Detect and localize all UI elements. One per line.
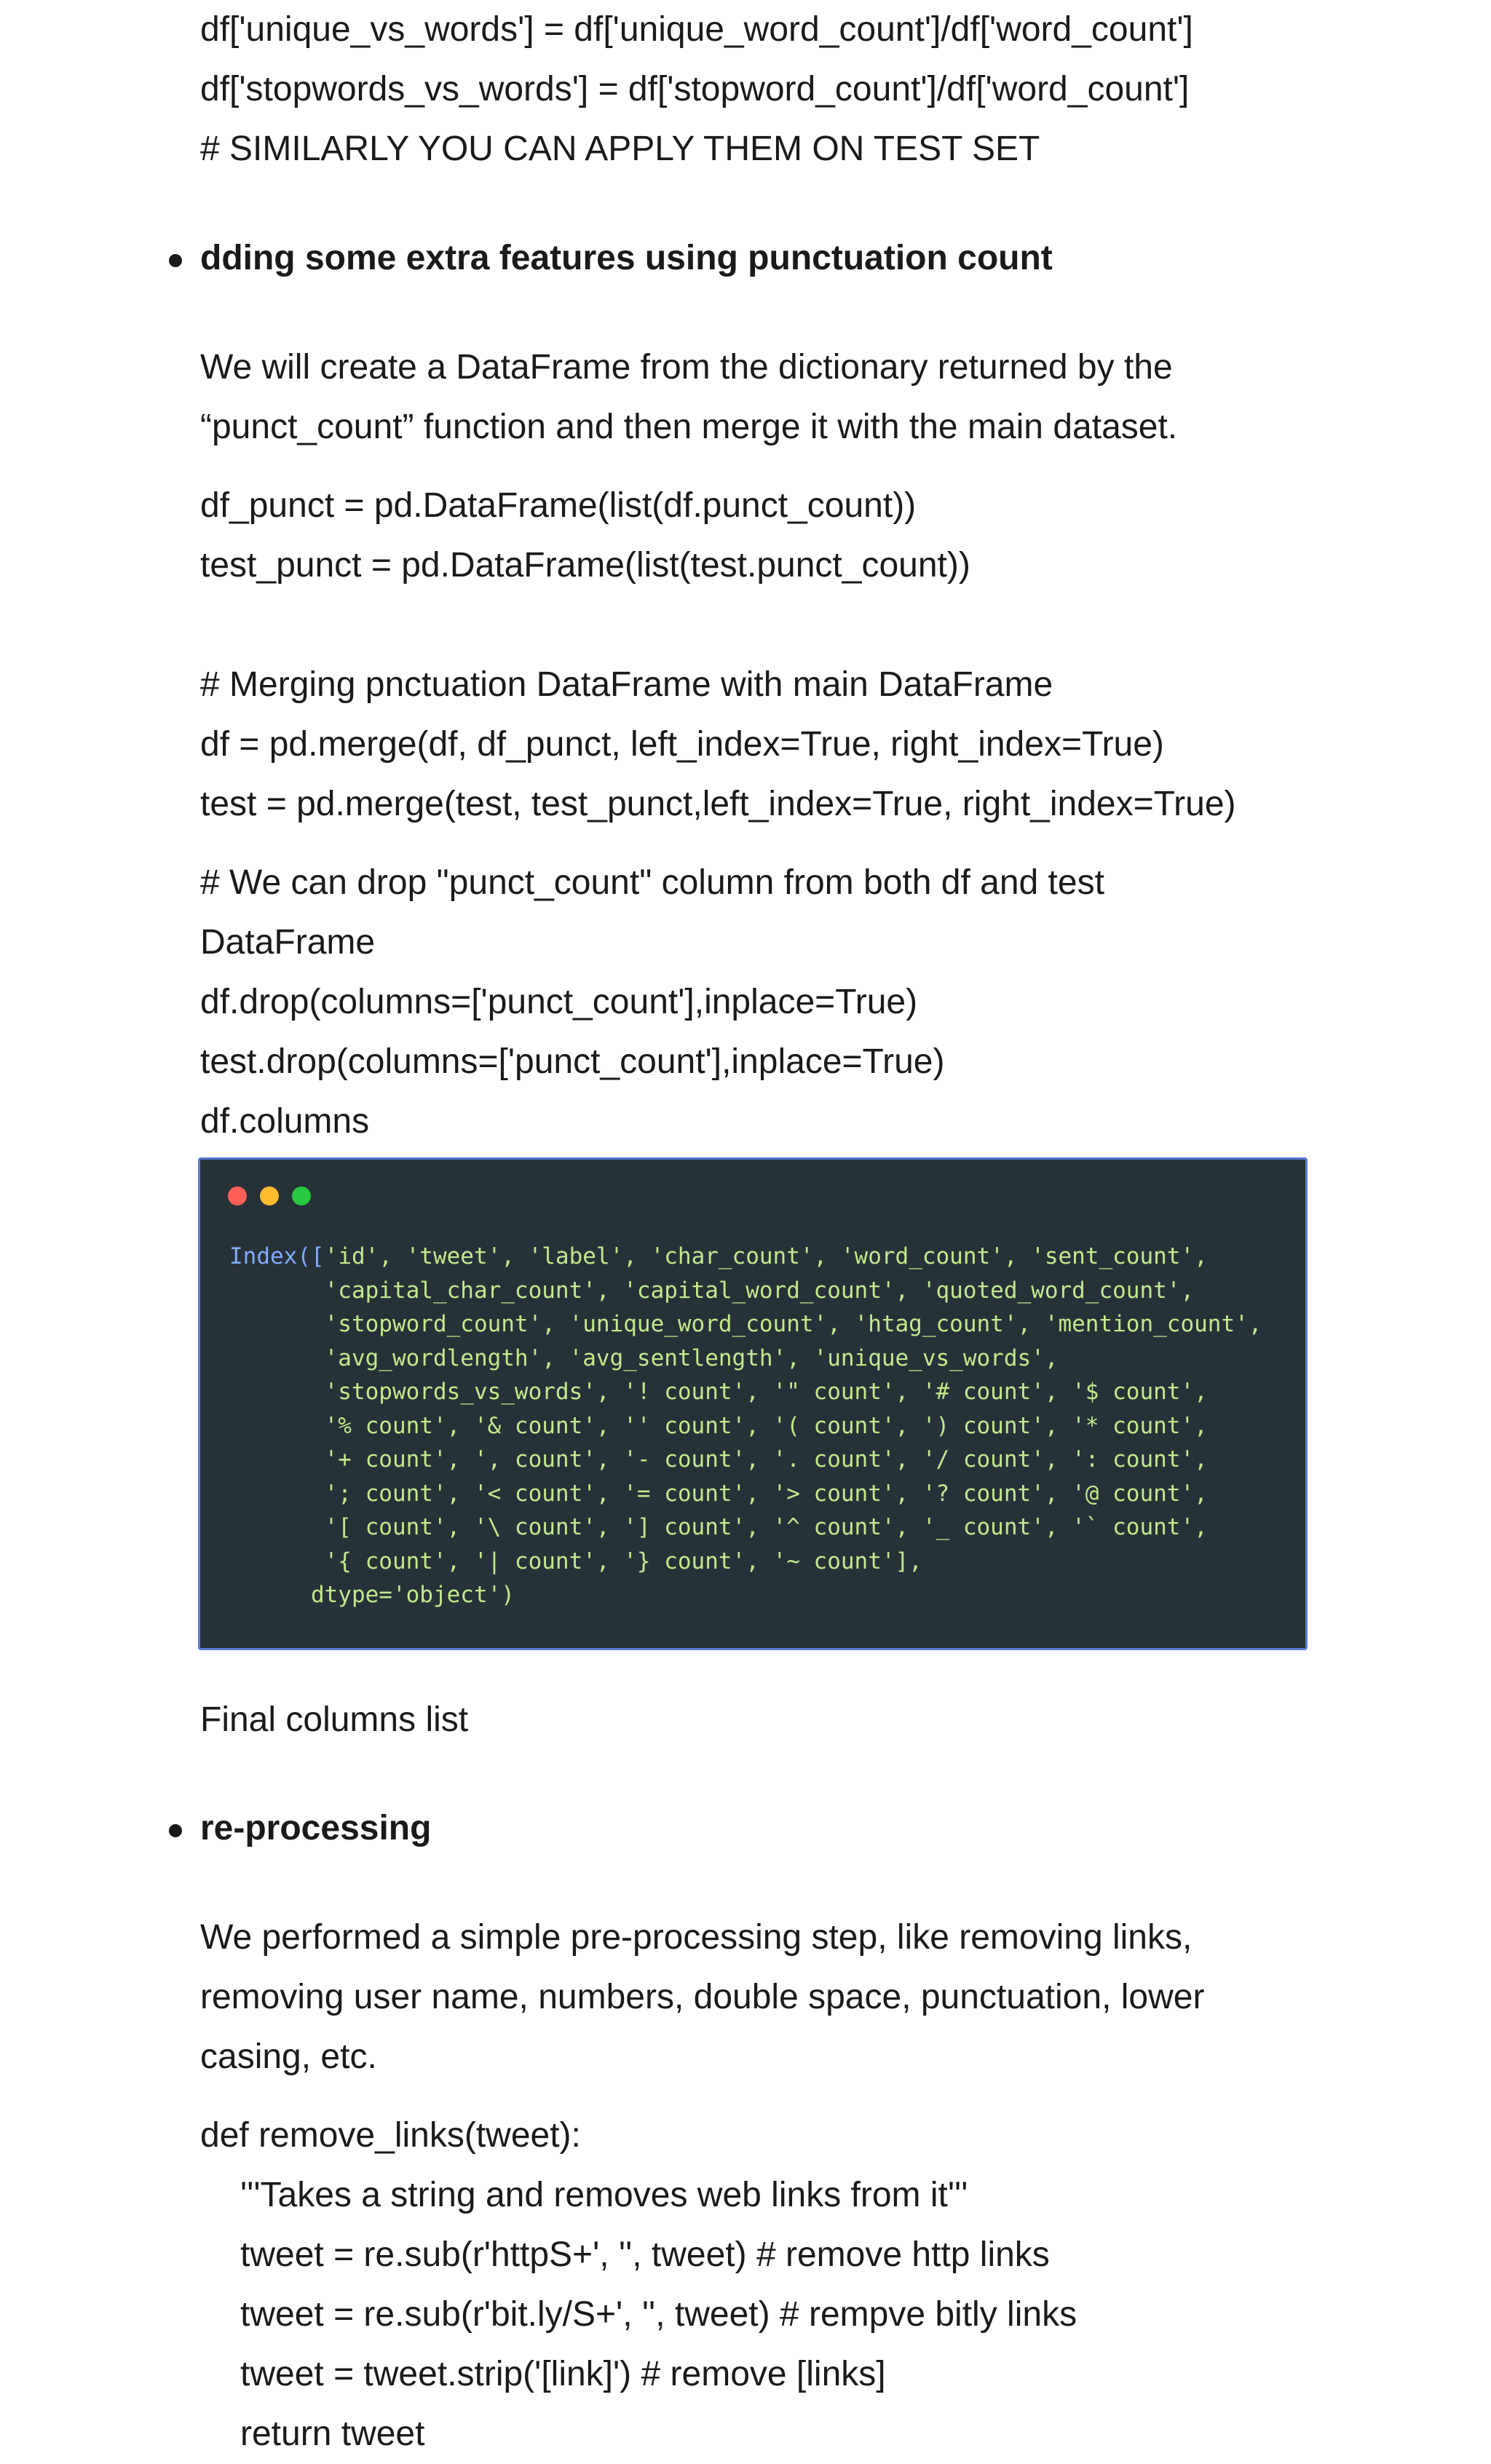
code-line: df['stopwords_vs_words'] = df['stopword_count']/df['word_count']	[200, 70, 1190, 108]
section-heading: re-processing	[200, 1809, 432, 1847]
code-line: def remove_links(tweet):	[200, 2116, 581, 2155]
code-line: tweet = re.sub(r'bit.ly/S+', '', tweet) # rempve bitly links	[240, 2295, 1077, 2334]
code-text: '+ count', ', count', '- count', '. count', '/ count', ': count',	[229, 1446, 1208, 1473]
code-line: test = pd.merge(test, test_punct,left_index=True, right_index=True)	[200, 785, 1236, 823]
window-minimize-dot-icon	[260, 1187, 279, 1205]
paragraph-line: We performed a simple pre-processing step, like removing links,	[200, 1918, 1193, 1957]
code-output-line	[229, 1548, 922, 1574]
code-comment: # Merging pnctuation DataFrame with main DataFrame	[200, 665, 1053, 704]
code-line: return tweet	[240, 2415, 425, 2453]
code-text: '% count', '& count', '' count', '( count', ') count', '* count',	[229, 1412, 1208, 1439]
code-line: tweet = re.sub(r'httpS+', '', tweet) # remove http links	[240, 2235, 1050, 2274]
code-text: 'avg_wordlength', 'avg_sentlength', 'unique_vs_words',	[229, 1344, 1059, 1371]
code-comment: DataFrame	[200, 923, 376, 962]
paragraph-line: removing user name, numbers, double space, punctuation, lower	[200, 1978, 1205, 2016]
window-close-dot-icon	[228, 1187, 247, 1205]
code-output-line	[229, 1379, 1208, 1405]
code-text: '[ count', '\ count', '] count', '^ count', '_ count', '` count',	[229, 1514, 1208, 1540]
code-text: 'id', 'tweet', 'label', 'char_count', 'word_count', 'sent_count',	[324, 1243, 1208, 1269]
code-comment: # SIMILARLY YOU CAN APPLY THEM ON TEST SET	[200, 130, 1040, 168]
code-text: 'stopword_count', 'unique_word_count', 'htag_count', 'mention_count',	[229, 1311, 1262, 1337]
code-output-line	[229, 1277, 1194, 1304]
code-output-line	[229, 1481, 1208, 1507]
code-text: '; count', '< count', '= count', '> count', '? count', '@ count',	[229, 1480, 1208, 1507]
image-caption: Final columns list	[200, 1700, 469, 1739]
code-output-line	[229, 1446, 1208, 1473]
code-keyword: Index([	[229, 1243, 325, 1269]
bullet-icon	[169, 254, 182, 267]
code-docstring: '''Takes a string and removes web links from it'''	[240, 2176, 968, 2214]
code-output-window	[198, 1157, 1308, 1650]
code-output-line	[229, 1582, 515, 1608]
paragraph-line: casing, etc.	[200, 2037, 377, 2076]
code-comment: # We can drop "punct_count" column from both df and test	[200, 863, 1104, 902]
code-output-text	[229, 1240, 1262, 1612]
code-text: 'capital_char_count', 'capital_word_count', 'quoted_word_count',	[229, 1277, 1195, 1304]
code-output-line	[229, 1311, 1262, 1337]
code-line: df = pd.merge(df, df_punct, left_index=True, right_index=True)	[200, 725, 1164, 764]
code-text: dtype='object')	[229, 1582, 515, 1608]
code-line: df['unique_vs_words'] = df['unique_word_count']/df['word_count']	[200, 10, 1193, 49]
code-line: df.columns	[200, 1102, 370, 1141]
code-output-line	[229, 1413, 1208, 1439]
section-heading: dding some extra features using punctuation count	[200, 239, 1053, 277]
code-output-line	[229, 1345, 1058, 1371]
bullet-icon	[169, 1824, 182, 1837]
code-line: tweet = tweet.strip('[link]') # remove [links]	[240, 2355, 886, 2393]
code-text: '{ count', '| count', '} count', '~ count'],	[229, 1548, 922, 1574]
code-line: test.drop(columns=['punct_count'],inplace=True)	[200, 1042, 945, 1081]
window-maximize-dot-icon	[292, 1187, 311, 1205]
code-text: 'stopwords_vs_words', '! count', '" count', '# count', '$ count',	[229, 1379, 1208, 1405]
paragraph-line: We will create a DataFrame from the dictionary returned by the	[200, 348, 1173, 387]
code-output-line	[229, 1514, 1208, 1540]
paragraph-line: “punct_count” function and then merge it with the main dataset.	[200, 408, 1178, 446]
code-line: df_punct = pd.DataFrame(list(df.punct_count))	[200, 486, 917, 525]
code-output-line	[229, 1243, 1208, 1269]
code-line: test_punct = pd.DataFrame(list(test.punct_count))	[200, 546, 970, 585]
code-line: df.drop(columns=['punct_count'],inplace=True)	[200, 983, 918, 1021]
